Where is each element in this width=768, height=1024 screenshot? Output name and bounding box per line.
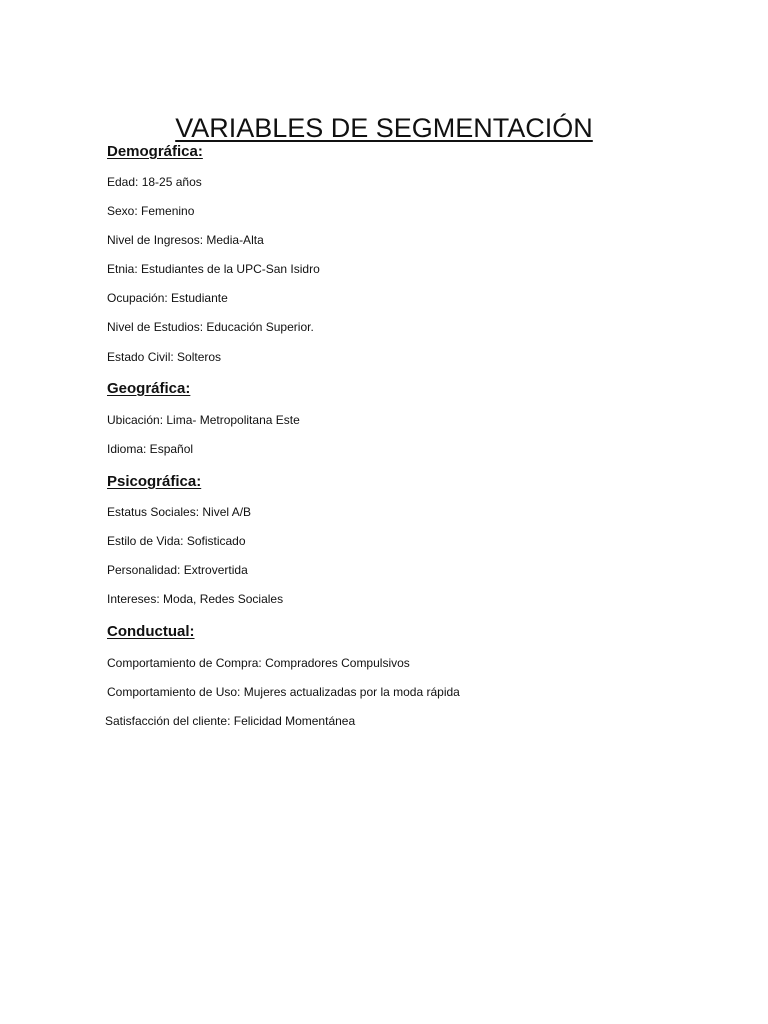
- section-heading: Conductual:: [107, 623, 195, 640]
- list-item: Ocupación: Estudiante: [107, 291, 228, 305]
- section-geografica: [107, 379, 707, 456]
- list-item: Idioma: Español: [107, 442, 194, 456]
- list-item: Comportamiento de Uso: Mujeres actualizadas por la moda rápida: [107, 685, 460, 699]
- list-item: Etnia: Estudiantes de la UPC-San Isidro: [107, 262, 320, 276]
- list-item: Nivel de Ingresos: Media-Alta: [107, 233, 264, 247]
- section-heading: Demográfica:: [107, 143, 203, 160]
- section-heading: Psicográfica:: [107, 473, 202, 490]
- list-item: Intereses: Moda, Redes Sociales: [107, 592, 284, 606]
- section-conductual: [105, 622, 707, 728]
- list-item: Personalidad: Extrovertida: [107, 563, 248, 577]
- list-item: Satisfacción del cliente: Felicidad Momentánea: [105, 714, 356, 728]
- list-item: Nivel de Estudios: Educación Superior.: [107, 320, 314, 334]
- document-title: VARIABLES DE SEGMENTACIÓN: [175, 113, 593, 144]
- section-psicografica: [107, 472, 707, 606]
- list-item: Edad: 18-25 años: [107, 175, 202, 189]
- list-item: Estatus Sociales: Nivel A/B: [107, 505, 252, 519]
- section-demografica: [107, 142, 707, 364]
- section-heading: Geográfica:: [107, 380, 191, 397]
- list-item: Ubicación: Lima- Metropolitana Este: [107, 413, 300, 427]
- list-item: Comportamiento de Compra: Compradores Compulsivos: [107, 656, 410, 670]
- list-item: Sexo: Femenino: [107, 204, 195, 218]
- list-item: Estado Civil: Solteros: [107, 350, 222, 364]
- list-item: Estilo de Vida: Sofisticado: [107, 534, 246, 548]
